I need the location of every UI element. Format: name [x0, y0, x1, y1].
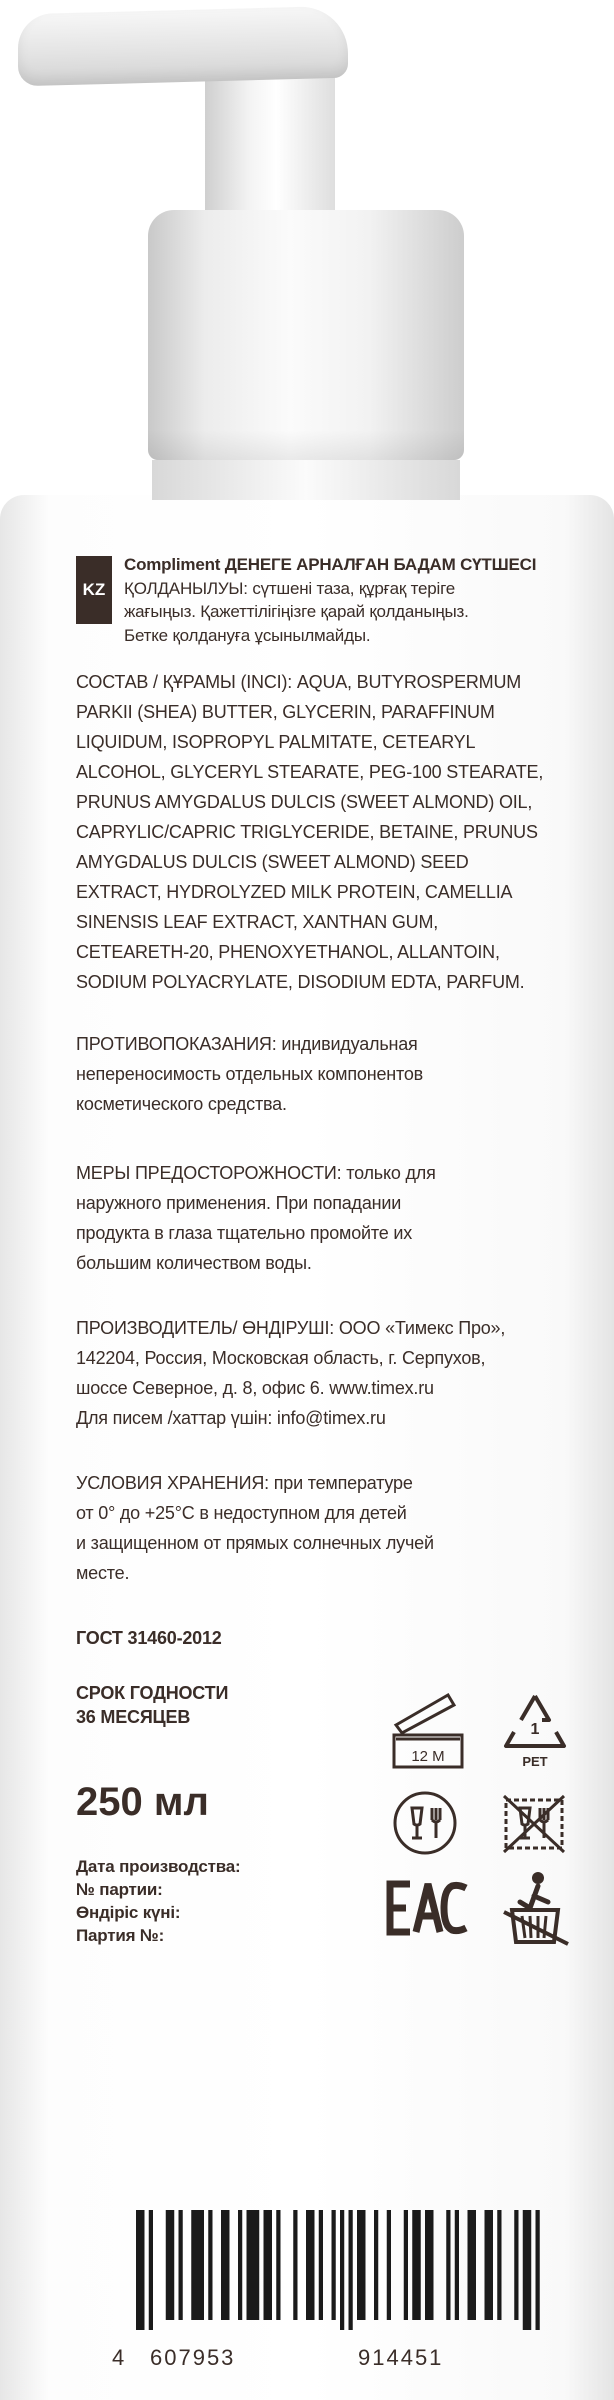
barcode-bar: [387, 2210, 391, 2320]
precautions-line: МЕРЫ ПРЕДОСТОРОЖНОСТИ: только для: [76, 1163, 436, 1183]
composition-line: CETEARETH-20, PHENOXYETHANOL, ALLANTOIN,: [76, 942, 500, 962]
composition-line: LIQUIDUM, ISOPROPYL PALMITATE, CETEARYL: [76, 732, 476, 752]
barcode-bar: [276, 2210, 280, 2320]
barcode-bar: [357, 2210, 366, 2320]
barcode-bar: [468, 2210, 477, 2320]
storage-line: месте.: [76, 1563, 130, 1583]
composition-line: ALCOHOL, GLYCERYL STEARATE, PEG-100 STEARATE,: [76, 762, 544, 782]
barcode-bar: [536, 2210, 540, 2330]
pump-cap: [148, 210, 464, 460]
batch-number-label: Партия №:: [76, 1926, 165, 1945]
barcode-digit-lead: 4: [112, 2345, 127, 2370]
composition-line: SINENSIS LEAF EXTRACT, XANTHAN GUM,: [76, 912, 439, 932]
open-jar-icon: [388, 1685, 470, 1773]
barcode-digits-right: 914451: [358, 2345, 444, 2370]
barcode-bar: [455, 2210, 459, 2320]
barcode-bar: [404, 2210, 408, 2320]
manufacturer-line: шоссе Северное, д. 8, офис 6. www.timex.ru: [76, 1378, 434, 1398]
composition-line: EXTRACT, HYDROLYZED MILK PROTEIN, CAMELLIA: [76, 882, 513, 902]
recycle-label: PET: [522, 1754, 548, 1769]
manufacturer-line: 142204, Россия, Московская область, г. Серпухов,: [76, 1348, 486, 1368]
contraindications-line: непереносимость отдельных компонентов: [76, 1064, 424, 1084]
barcode-bar: [340, 2210, 344, 2330]
composition-line: СОСТАВ / ҚҰРАМЫ (INCI): AQUA, BUTYROSPERMUM: [76, 672, 522, 692]
barcode-bar: [497, 2210, 501, 2320]
barcode-bar: [425, 2210, 434, 2320]
barcode-bar: [149, 2210, 153, 2330]
production-date-kz-label: Өндіріс күні:: [76, 1903, 181, 1922]
kz-badge: KZ: [76, 556, 112, 624]
production-date-label: Дата производства:: [76, 1857, 241, 1876]
recycle-pet-icon: [500, 1690, 570, 1770]
pump-nozzle: [18, 6, 348, 87]
manufacturer-line: Для писем /хаттар үшін: info@timex.ru: [76, 1408, 386, 1428]
barcode-bar: [208, 2210, 212, 2320]
barcode-bar: [306, 2210, 315, 2320]
barcode-bar: [166, 2210, 175, 2320]
precautions-line: продукта в глаза тщательно промойте их: [76, 1223, 412, 1243]
barcode-bar: [349, 2210, 353, 2330]
kz-usage-line: Бетке қолдануға ұсынылмайды.: [124, 626, 371, 645]
barcode-bar: [221, 2210, 230, 2320]
gost-standard: ГОСТ 31460-2012: [76, 1628, 222, 1648]
kz-usage-line: жағыңыз. Қажеттілігіңізге қарай қолданыңыз.: [124, 602, 469, 621]
composition-line: CAPRYLIC/CAPRIC TRIGLYCERIDE, BETAINE, PRUNUS: [76, 822, 538, 842]
barcode-bar: [332, 2210, 336, 2320]
crossed-glass-fork-icon: [498, 1790, 570, 1856]
storage-line: и защищенном от прямых солнечных лучей: [76, 1533, 434, 1553]
kz-title-line: Compliment ДЕНЕГЕ АРНАЛҒАН БАДАМ СҮТШЕСІ: [124, 555, 537, 574]
shelf-life-title: СРОК ГОДНОСТИ: [76, 1683, 229, 1703]
pao-label: 12 M: [411, 1748, 445, 1765]
barcode: [136, 2210, 544, 2330]
barcode-bar: [523, 2210, 532, 2330]
barcode-bar: [293, 2210, 297, 2320]
shelf-life-value: 36 МЕСЯЦЕВ: [76, 1707, 191, 1727]
barcode-bar: [319, 2210, 323, 2320]
storage-line: УСЛОВИЯ ХРАНЕНИЯ: при температуре: [76, 1473, 413, 1493]
eac-mark-icon: [386, 1878, 470, 1938]
barcode-bar: [446, 2210, 450, 2320]
barcode-digits-left: 607953: [150, 2345, 236, 2370]
barcode-bar: [485, 2210, 494, 2320]
barcode-bar: [374, 2210, 378, 2320]
precautions-line: большим количеством воды.: [76, 1253, 312, 1273]
kz-usage-line: ҚОЛДАНЫЛУЫ: сүтшені таза, құрғақ теріге: [124, 579, 456, 598]
contraindications-line: ПРОТИВОПОКАЗАНИЯ: индивидуальная: [76, 1034, 418, 1054]
glass-fork-icon: [392, 1790, 458, 1856]
trash-bin-icon: [500, 1868, 572, 1946]
storage-line: от 0° до +25°С в недоступном для детей: [76, 1503, 407, 1523]
barcode-bar: [247, 2210, 260, 2320]
composition-line: SODIUM POLYACRYLATE, DISODIUM EDTA, PARFUM.: [76, 972, 525, 992]
barcode-bar: [136, 2210, 145, 2330]
composition-line: PRUNUS AMYGDALUS DULCIS (SWEET ALMOND) OIL,: [76, 792, 533, 812]
barcode-bar: [412, 2210, 421, 2320]
composition-line: AMYGDALUS DULCIS (SWEET ALMOND) SEED: [76, 852, 469, 872]
barcode-bar: [191, 2210, 204, 2320]
barcode-bar: [179, 2210, 183, 2320]
barcode-bar: [514, 2210, 518, 2320]
composition-line: PARKII (SHEA) BUTTER, GLYCERIN, PARAFFINUM: [76, 702, 495, 722]
bottle-neck: [152, 460, 460, 500]
batch-label: № партии:: [76, 1880, 163, 1899]
precautions-line: наружного применения. При попадании: [76, 1193, 402, 1213]
contraindications-line: косметического средства.: [76, 1094, 287, 1114]
manufacturer-line: ПРОИЗВОДИТЕЛЬ/ ӨНДІРУШІ: ООО «Тимекс Про»,: [76, 1318, 506, 1338]
pump-stem: [205, 60, 335, 220]
volume: 250 мл: [76, 1780, 209, 1824]
barcode-bar: [238, 2210, 242, 2320]
recycle-number: 1: [530, 1721, 540, 1738]
barcode-bar: [264, 2210, 273, 2320]
